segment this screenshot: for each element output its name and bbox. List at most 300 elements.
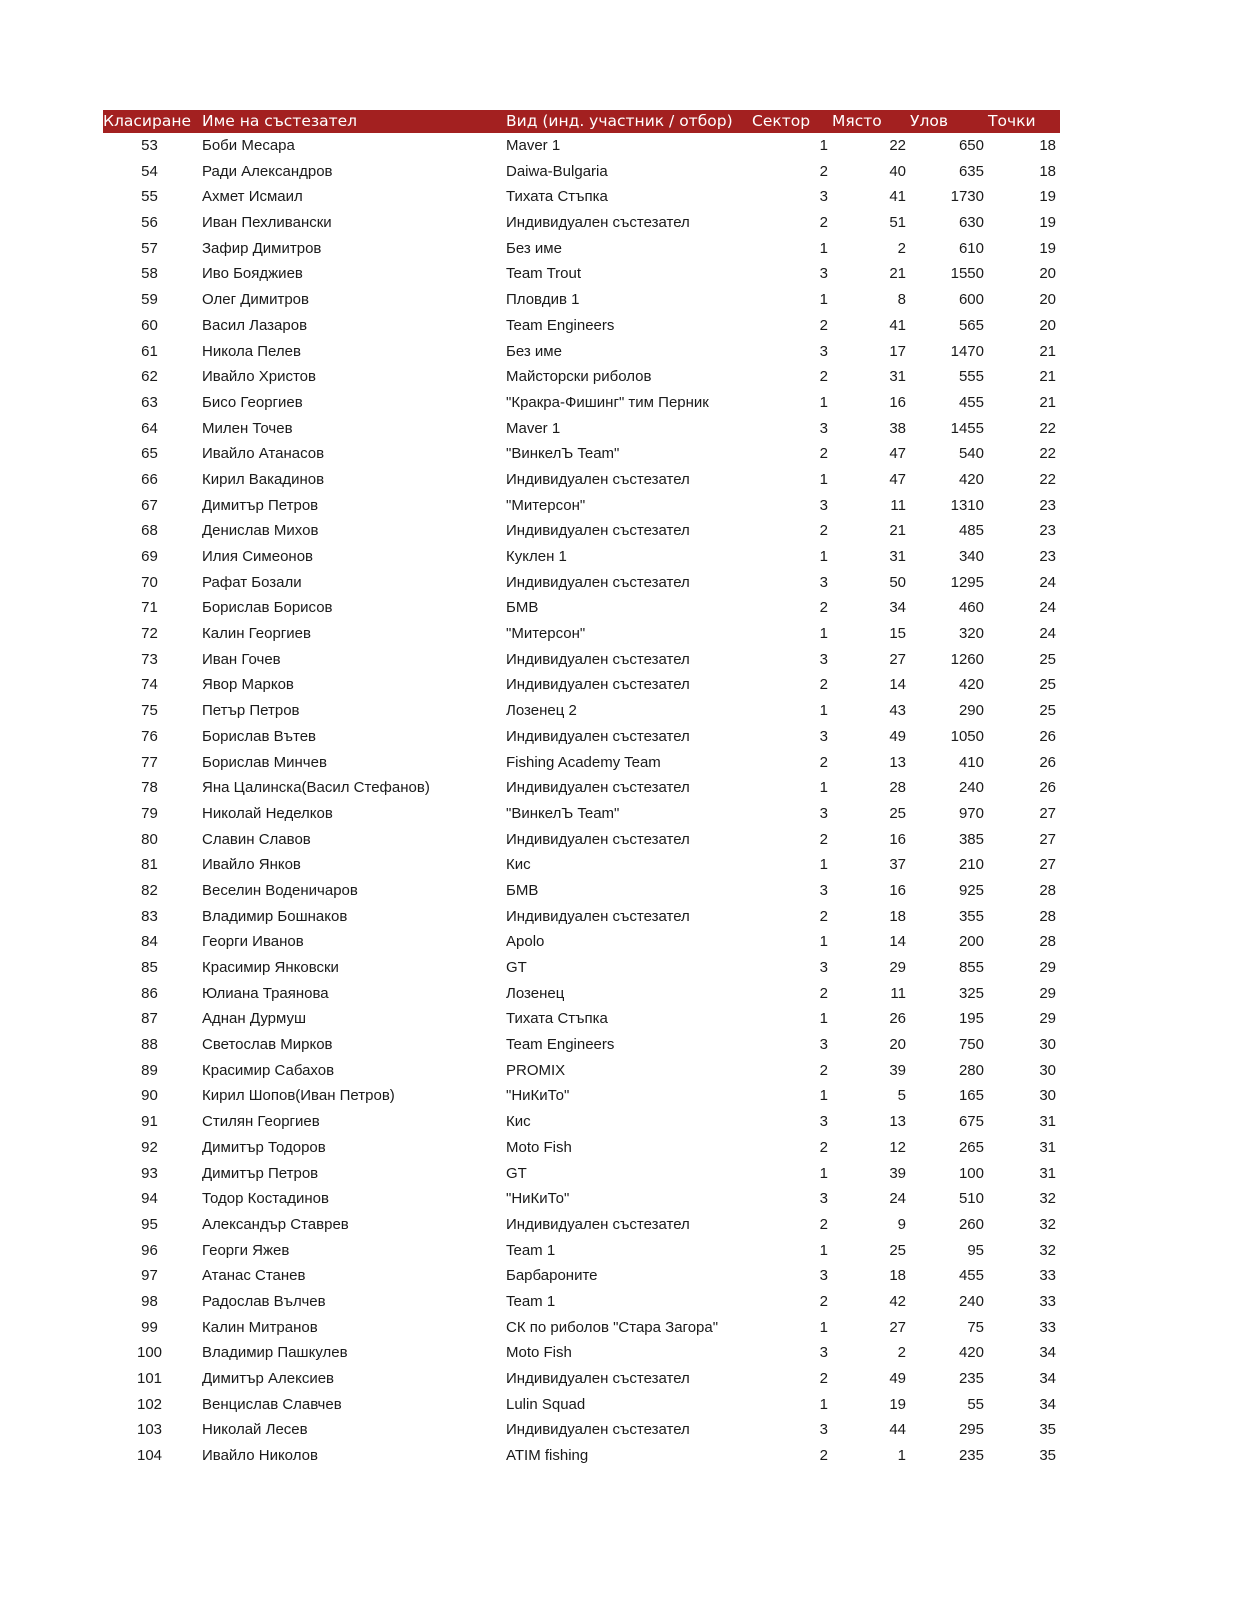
cell-team: Пловдив 1 — [506, 291, 580, 309]
table-row — [103, 467, 1060, 493]
cell-team: Team 1 — [506, 1292, 556, 1310]
cell-rank: 64 — [141, 419, 158, 437]
cell-sector: 3 — [819, 419, 828, 437]
table-row — [103, 1263, 1060, 1289]
cell-points: 34 — [1039, 1370, 1056, 1387]
cell-points: 20 — [1039, 265, 1056, 283]
cell-catch: 630 — [958, 214, 984, 232]
cell-place: 13 — [889, 1113, 906, 1131]
table-row — [103, 801, 1060, 827]
cell-points: 29 — [1039, 959, 1056, 976]
cell-rank: 55 — [141, 188, 158, 206]
cell-team: ATIM fishing — [506, 1447, 589, 1465]
cell-points: 21 — [1039, 342, 1056, 360]
cell-place: 44 — [889, 1421, 906, 1439]
cell-sector: 1 — [819, 933, 828, 951]
table-row — [103, 1392, 1060, 1418]
cell-team: БМВ — [506, 881, 539, 899]
table-row — [103, 724, 1060, 750]
table-row — [103, 1109, 1060, 1135]
cell-points: 23 — [1039, 522, 1056, 540]
cell-catch: 1470 — [950, 342, 984, 360]
table-row — [103, 184, 1060, 210]
cell-place: 13 — [889, 753, 906, 771]
cell-name: Александър Ставрев — [202, 1215, 349, 1233]
cell-place: 27 — [889, 1318, 906, 1336]
table-row — [103, 313, 1060, 339]
cell-points: 21 — [1039, 393, 1056, 411]
cell-sector: 2 — [819, 1061, 828, 1079]
cell-catch: 260 — [958, 1215, 984, 1233]
cell-place: 22 — [889, 137, 906, 154]
cell-place: 27 — [889, 650, 906, 668]
cell-name: Кирил Шопов(Иван Петров) — [202, 1087, 395, 1105]
cell-catch: 100 — [958, 1164, 984, 1182]
cell-points: 28 — [1039, 933, 1056, 951]
cell-place: 16 — [889, 393, 906, 411]
cell-place: 1 — [897, 1447, 906, 1465]
cell-name: Васил Лазаров — [202, 316, 308, 334]
cell-sector: 3 — [819, 881, 828, 899]
cell-team: Индивидуален състезател — [506, 676, 690, 694]
cell-catch: 1295 — [950, 573, 984, 591]
cell-sector: 1 — [819, 779, 828, 797]
table-row — [103, 775, 1060, 801]
cell-sector: 2 — [819, 1292, 828, 1310]
cell-team: Индивидуален състезател — [506, 727, 690, 745]
table-row — [103, 1032, 1060, 1058]
cell-name: Красимир Янковски — [202, 959, 339, 976]
cell-team: Кис — [506, 856, 531, 874]
cell-team: Apolo — [506, 933, 545, 951]
table-row — [103, 544, 1060, 570]
cell-name: Георги Яжев — [202, 1241, 290, 1259]
table-row — [103, 904, 1060, 930]
cell-sector: 3 — [819, 342, 828, 360]
cell-name: Борислав Борисов — [202, 599, 333, 617]
cell-rank: 76 — [141, 727, 158, 745]
cell-points: 32 — [1039, 1190, 1056, 1208]
cell-team: "НиКиТо" — [506, 1190, 570, 1208]
cell-name: Димитър Тодоров — [202, 1138, 326, 1156]
cell-team: Барбароните — [506, 1267, 598, 1285]
table-row — [103, 133, 1060, 159]
cell-name: Борислав Минчев — [202, 753, 327, 771]
cell-team: Team Engineers — [506, 1036, 615, 1054]
cell-team: Maver 1 — [506, 137, 561, 154]
cell-rank: 73 — [141, 650, 158, 668]
cell-place: 14 — [889, 676, 906, 694]
cell-points: 23 — [1039, 548, 1056, 565]
cell-catch: 650 — [958, 137, 984, 154]
cell-team: "ВинкелЪ Team" — [506, 445, 620, 463]
table-row — [103, 672, 1060, 698]
cell-catch: 750 — [958, 1036, 984, 1054]
cell-place: 39 — [889, 1164, 906, 1182]
cell-points: 20 — [1039, 291, 1056, 309]
cell-team: Лозенец — [506, 984, 565, 1002]
cell-rank: 72 — [141, 625, 158, 643]
cell-catch: 1260 — [950, 650, 984, 668]
cell-team: "ВинкелЪ Team" — [506, 804, 620, 822]
cell-points: 33 — [1039, 1292, 1056, 1310]
cell-sector: 2 — [819, 753, 828, 771]
table-row — [103, 1135, 1060, 1161]
cell-rank: 98 — [141, 1292, 158, 1310]
cell-name: Тодор Костадинов — [202, 1190, 329, 1208]
table-row — [103, 955, 1060, 981]
cell-rank: 69 — [141, 548, 158, 565]
table-header — [103, 110, 1060, 133]
cell-points: 30 — [1039, 1087, 1056, 1105]
cell-rank: 62 — [141, 368, 158, 386]
cell-catch: 675 — [958, 1113, 984, 1131]
column-header-place: Място — [832, 112, 882, 130]
cell-team: Maver 1 — [506, 419, 561, 437]
cell-sector: 1 — [819, 856, 828, 874]
cell-team: Индивидуален състезател — [506, 573, 690, 591]
table-row — [103, 1058, 1060, 1084]
cell-points: 35 — [1039, 1421, 1056, 1439]
cell-name: Владимир Бошнаков — [202, 907, 348, 925]
cell-place: 20 — [889, 1036, 906, 1054]
cell-points: 24 — [1039, 625, 1056, 643]
cell-rank: 103 — [136, 1421, 163, 1439]
cell-sector: 3 — [819, 265, 828, 283]
cell-place: 43 — [889, 702, 906, 720]
cell-place: 17 — [889, 342, 906, 360]
cell-points: 34 — [1039, 1344, 1056, 1362]
cell-name: Димитър Петров — [202, 496, 319, 514]
cell-name: Бисо Георгиев — [202, 393, 303, 411]
cell-team: Team 1 — [506, 1241, 556, 1259]
table-row — [103, 210, 1060, 236]
cell-team: Куклен 1 — [506, 548, 567, 565]
cell-name: Ради Александров — [202, 162, 333, 180]
cell-name: Радослав Вълчев — [202, 1292, 326, 1310]
cell-sector: 3 — [819, 804, 828, 822]
cell-place: 29 — [889, 959, 906, 976]
cell-place: 16 — [889, 881, 906, 899]
cell-place: 19 — [889, 1395, 906, 1413]
cell-team: Лозенец 2 — [506, 702, 577, 720]
cell-name: Славин Славов — [202, 830, 311, 848]
cell-catch: 925 — [958, 881, 984, 899]
cell-name: Явор Марков — [202, 676, 294, 694]
cell-place: 26 — [889, 1010, 906, 1028]
cell-catch: 295 — [958, 1421, 984, 1439]
cell-sector: 1 — [819, 1395, 828, 1413]
cell-sector: 3 — [819, 727, 828, 745]
cell-name: Борислав Вътев — [202, 727, 317, 745]
cell-name: Никола Пелев — [202, 342, 301, 360]
cell-sector: 2 — [819, 368, 828, 386]
table-body — [103, 133, 1060, 1469]
table-row — [103, 1083, 1060, 1109]
cell-sector: 1 — [819, 702, 828, 720]
cell-place: 9 — [897, 1215, 906, 1233]
cell-place: 31 — [889, 548, 906, 565]
cell-sector: 1 — [819, 239, 828, 257]
cell-name: Олег Димитров — [202, 291, 309, 309]
cell-name: Ивайло Христов — [202, 368, 316, 386]
cell-rank: 94 — [141, 1190, 158, 1208]
cell-sector: 1 — [819, 548, 828, 565]
cell-catch: 265 — [958, 1138, 984, 1156]
cell-points: 19 — [1039, 188, 1056, 206]
cell-name: Милен Точев — [202, 419, 293, 437]
cell-sector: 1 — [819, 1164, 828, 1182]
cell-place: 47 — [889, 445, 906, 463]
cell-sector: 2 — [819, 522, 828, 540]
cell-name: Иво Бояджиев — [202, 265, 303, 283]
table-row — [103, 647, 1060, 673]
cell-catch: 385 — [958, 830, 984, 848]
cell-team: "НиКиТо" — [506, 1087, 570, 1105]
table-row — [103, 364, 1060, 390]
cell-points: 19 — [1039, 214, 1056, 232]
cell-rank: 67 — [141, 496, 158, 514]
cell-place: 21 — [889, 265, 906, 283]
cell-sector: 1 — [819, 1318, 828, 1336]
cell-sector: 2 — [819, 1215, 828, 1233]
table-row — [103, 339, 1060, 365]
cell-team: Индивидуален състезател — [506, 830, 690, 848]
cell-rank: 81 — [141, 856, 158, 874]
cell-place: 28 — [889, 779, 906, 797]
column-header-catch: Улов — [910, 112, 948, 130]
cell-points: 29 — [1039, 1010, 1056, 1028]
cell-catch: 485 — [958, 522, 984, 540]
cell-name: Калин Митранов — [202, 1318, 318, 1336]
cell-sector: 3 — [819, 1113, 828, 1131]
column-header-points: Точки — [988, 112, 1036, 130]
cell-sector: 3 — [819, 188, 828, 206]
cell-points: 25 — [1039, 702, 1056, 720]
cell-sector: 3 — [819, 959, 828, 976]
cell-points: 34 — [1039, 1395, 1056, 1413]
cell-name: Георги Иванов — [202, 933, 304, 951]
cell-team: Индивидуален състезател — [506, 1215, 690, 1233]
cell-sector: 2 — [819, 1447, 828, 1465]
cell-name: Петър Петров — [202, 702, 300, 720]
cell-rank: 77 — [141, 753, 158, 771]
cell-rank: 87 — [141, 1010, 158, 1028]
cell-place: 2 — [897, 1344, 906, 1362]
cell-rank: 78 — [141, 779, 158, 797]
standings-table — [103, 110, 1060, 1469]
cell-catch: 510 — [958, 1190, 984, 1208]
cell-rank: 93 — [141, 1164, 158, 1182]
table-row — [103, 698, 1060, 724]
cell-sector: 3 — [819, 496, 828, 514]
table-row — [103, 827, 1060, 853]
cell-catch: 75 — [967, 1318, 984, 1336]
cell-catch: 540 — [958, 445, 984, 463]
cell-team: PROMIX — [506, 1061, 566, 1079]
column-header-rank: Класиране — [103, 112, 192, 130]
cell-team: Кис — [506, 1113, 531, 1131]
cell-rank: 65 — [141, 445, 158, 463]
cell-name: Красимир Сабахов — [202, 1061, 335, 1079]
cell-points: 30 — [1039, 1036, 1056, 1054]
cell-rank: 56 — [141, 214, 158, 232]
cell-rank: 100 — [136, 1344, 163, 1362]
table-row — [103, 1006, 1060, 1032]
cell-sector: 1 — [819, 470, 828, 488]
cell-rank: 97 — [141, 1267, 158, 1285]
table-row — [103, 595, 1060, 621]
cell-catch: 555 — [958, 368, 984, 386]
cell-points: 31 — [1039, 1113, 1056, 1131]
cell-place: 51 — [889, 214, 906, 232]
cell-catch: 355 — [958, 907, 984, 925]
cell-rank: 82 — [141, 881, 158, 899]
cell-rank: 95 — [141, 1215, 158, 1233]
cell-points: 33 — [1039, 1267, 1056, 1285]
cell-place: 18 — [889, 907, 906, 925]
cell-points: 23 — [1039, 496, 1056, 514]
cell-catch: 55 — [967, 1395, 984, 1413]
cell-place: 39 — [889, 1061, 906, 1079]
cell-points: 33 — [1039, 1318, 1056, 1336]
cell-points: 26 — [1039, 727, 1056, 745]
cell-points: 31 — [1039, 1164, 1056, 1182]
cell-name: Венцислав Славчев — [202, 1395, 342, 1413]
cell-name: Ивайло Николов — [202, 1447, 318, 1465]
cell-place: 50 — [889, 573, 906, 591]
cell-catch: 195 — [958, 1010, 984, 1028]
cell-place: 40 — [889, 162, 906, 180]
cell-points: 24 — [1039, 599, 1056, 617]
cell-catch: 340 — [958, 548, 984, 565]
cell-rank: 58 — [141, 265, 158, 283]
table-row — [103, 878, 1060, 904]
cell-catch: 455 — [958, 393, 984, 411]
cell-team: Майсторски риболов — [506, 368, 652, 386]
cell-points: 25 — [1039, 676, 1056, 694]
cell-rank: 83 — [141, 907, 158, 925]
cell-name: Димитър Алексиев — [202, 1370, 335, 1387]
cell-place: 8 — [897, 291, 906, 309]
cell-team: Индивидуален състезател — [506, 470, 690, 488]
cell-team: Индивидуален състезател — [506, 907, 690, 925]
cell-points: 27 — [1039, 804, 1056, 822]
cell-name: Светослав Мирков — [202, 1036, 333, 1054]
table-row — [103, 570, 1060, 596]
cell-sector: 2 — [819, 1138, 828, 1156]
cell-team: Без име — [506, 239, 562, 257]
cell-name: Ивайло Янков — [202, 856, 301, 874]
cell-points: 19 — [1039, 239, 1056, 257]
cell-name: Ивайло Атанасов — [202, 445, 325, 463]
cell-name: Веселин Воденичаров — [202, 881, 358, 899]
cell-points: 22 — [1039, 470, 1056, 488]
cell-rank: 75 — [141, 702, 158, 720]
column-header-name: Име на състезател — [202, 112, 358, 130]
cell-rank: 53 — [141, 137, 158, 154]
cell-team: "Митерсон" — [506, 496, 586, 514]
cell-sector: 1 — [819, 291, 828, 309]
cell-rank: 89 — [141, 1061, 158, 1079]
cell-catch: 410 — [958, 753, 984, 771]
cell-catch: 240 — [958, 779, 984, 797]
cell-name: Зафир Димитров — [202, 239, 322, 257]
cell-rank: 84 — [141, 933, 158, 951]
cell-team: Индивидуален състезател — [506, 1370, 690, 1387]
cell-catch: 320 — [958, 625, 984, 643]
cell-name: Кирил Вакадинов — [202, 470, 325, 488]
cell-place: 34 — [889, 599, 906, 617]
cell-catch: 240 — [958, 1292, 984, 1310]
table-row — [103, 493, 1060, 519]
table-row — [103, 441, 1060, 467]
cell-place: 14 — [889, 933, 906, 951]
table-row — [103, 287, 1060, 313]
cell-rank: 91 — [141, 1113, 158, 1131]
cell-team: GT — [506, 959, 527, 976]
table-row — [103, 1238, 1060, 1264]
cell-catch: 420 — [958, 1344, 984, 1362]
cell-sector: 1 — [819, 1087, 828, 1105]
table-row — [103, 1366, 1060, 1392]
cell-rank: 92 — [141, 1138, 158, 1156]
cell-rank: 68 — [141, 522, 158, 540]
cell-catch: 280 — [958, 1061, 984, 1079]
cell-sector: 1 — [819, 1241, 828, 1259]
cell-rank: 70 — [141, 573, 158, 591]
cell-catch: 600 — [958, 291, 984, 309]
cell-place: 12 — [889, 1138, 906, 1156]
cell-points: 27 — [1039, 856, 1056, 874]
table-row — [103, 518, 1060, 544]
cell-place: 16 — [889, 830, 906, 848]
cell-rank: 66 — [141, 470, 158, 488]
cell-sector: 2 — [819, 214, 828, 232]
table-row — [103, 261, 1060, 287]
cell-place: 25 — [889, 1241, 906, 1259]
cell-rank: 102 — [136, 1395, 163, 1413]
cell-points: 26 — [1039, 753, 1056, 771]
cell-place: 25 — [889, 804, 906, 822]
cell-sector: 2 — [819, 984, 828, 1002]
cell-catch: 235 — [958, 1447, 984, 1465]
cell-points: 32 — [1039, 1241, 1056, 1259]
table-row — [103, 416, 1060, 442]
cell-team: Moto Fish — [506, 1138, 572, 1156]
cell-points: 18 — [1039, 162, 1056, 180]
cell-points: 29 — [1039, 984, 1056, 1002]
cell-place: 42 — [889, 1292, 906, 1310]
cell-name: Николай Лесев — [202, 1421, 308, 1439]
table-row — [103, 236, 1060, 262]
table-row — [103, 1340, 1060, 1366]
cell-sector: 3 — [819, 1267, 828, 1285]
cell-catch: 235 — [958, 1370, 984, 1387]
cell-catch: 210 — [958, 856, 984, 874]
cell-points: 30 — [1039, 1061, 1056, 1079]
cell-rank: 104 — [136, 1447, 163, 1465]
table-row — [103, 981, 1060, 1007]
cell-sector: 3 — [819, 1344, 828, 1362]
cell-sector: 2 — [819, 907, 828, 925]
cell-sector: 1 — [819, 625, 828, 643]
cell-name: Иван Пехливански — [202, 214, 332, 232]
cell-team: GT — [506, 1164, 527, 1182]
cell-sector: 3 — [819, 650, 828, 668]
cell-sector: 3 — [819, 573, 828, 591]
cell-rank: 59 — [141, 291, 158, 309]
